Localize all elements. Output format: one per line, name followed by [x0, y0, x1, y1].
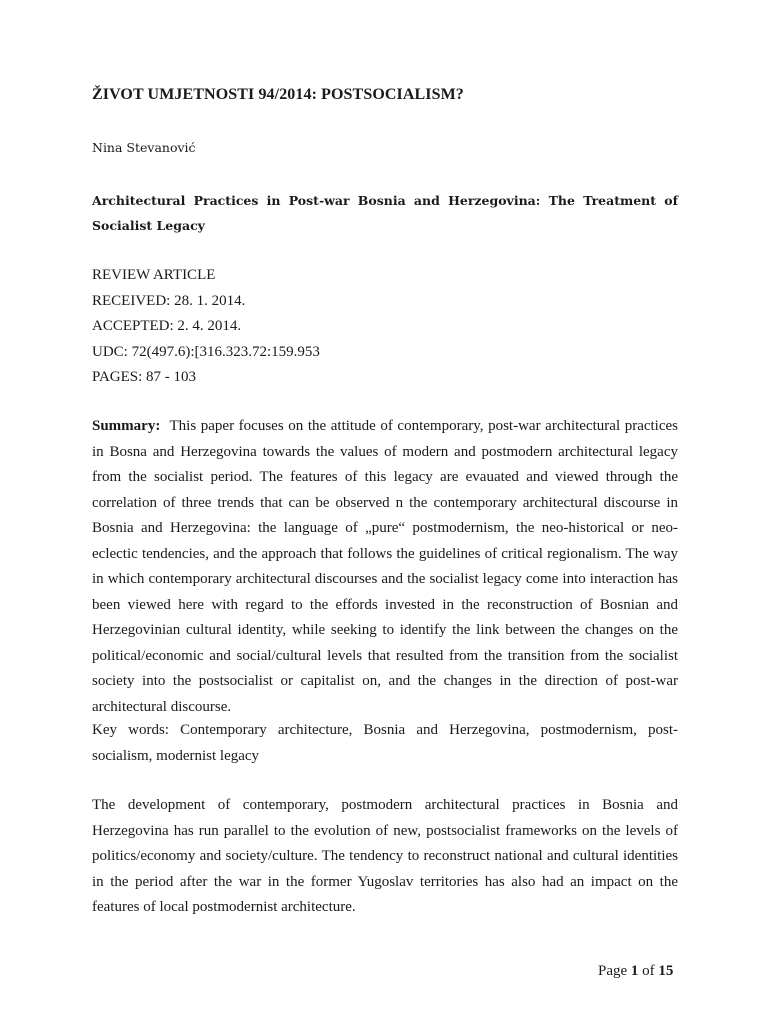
accepted-date: ACCEPTED: 2. 4. 2014.	[92, 318, 242, 334]
page-word: Page	[598, 963, 628, 979]
page-number-footer	[598, 963, 673, 980]
total-pages: 15	[658, 963, 674, 979]
of-word: of	[642, 963, 655, 979]
article-type: REVIEW ARTICLE	[92, 267, 216, 283]
journal-title: ŽIVOT UMJETNOSTI 94/2014: POSTSOCIALISM?	[92, 86, 464, 103]
summary-label: Summary:	[92, 418, 161, 434]
received-date: RECEIVED: 28. 1. 2014.	[92, 292, 246, 309]
author-name: Nina Stevanović	[92, 140, 196, 155]
summary-text: This paper focuses on the attitude of contemporary, post-war architectural practices in Bosna and Herzegovina towards the values of modern and postmodern architectural legacy from the socialist period. The features of this legacy are evauated and viewed through the correlation of three trends that can be observed n the contemporary architectural discourse in Bosnia and Herzegovina: the language of „pure“ postmodernism, the neo-historical or neo-eclectic tendencies, and the approach that follows the guidelines of critical regionalism. The way in which contemporary architectural discourses and the socialist legacy come into interaction has been viewed here with regard to the effords invested in the reconstruction of Bosnian and Herzegovinian cultural identity, while seeking to identify the link between the changes on the political/economic and social/cultural levels that resulted from the transition from the socialist society into the postsocialist or capitalist on, and the changes in the direction of post-war architectural discourse.	[92, 418, 679, 715]
article-metadata	[92, 263, 320, 391]
page-range: PAGES: 87 - 103	[92, 369, 197, 385]
keywords: Key words: Contemporary architecture, Bosnia and Herzegovina, postmodernism, post-socialism, modernist legacy	[92, 722, 678, 764]
summary-paragraph	[92, 414, 678, 720]
current-page: 1	[630, 963, 639, 979]
body-paragraph: The development of contemporary, postmodern architectural practices in Bosnia and Herzegovina has run parallel to the evolution of new, postsocialist frameworks on the levels of politics/economy and society/culture. The tendency to reconstruct national and cultural identities in the period after the war in the former Yugoslav territories has also had an impact on the features of local postmodernist architecture.	[92, 797, 678, 915]
article-title: Architectural Practices in Post-war Bosnia and Herzegovina: The Treatment of Socialist Legacy	[92, 193, 678, 233]
udc-code: UDC: 72(497.6):[316.323.72:159.953	[92, 343, 320, 360]
